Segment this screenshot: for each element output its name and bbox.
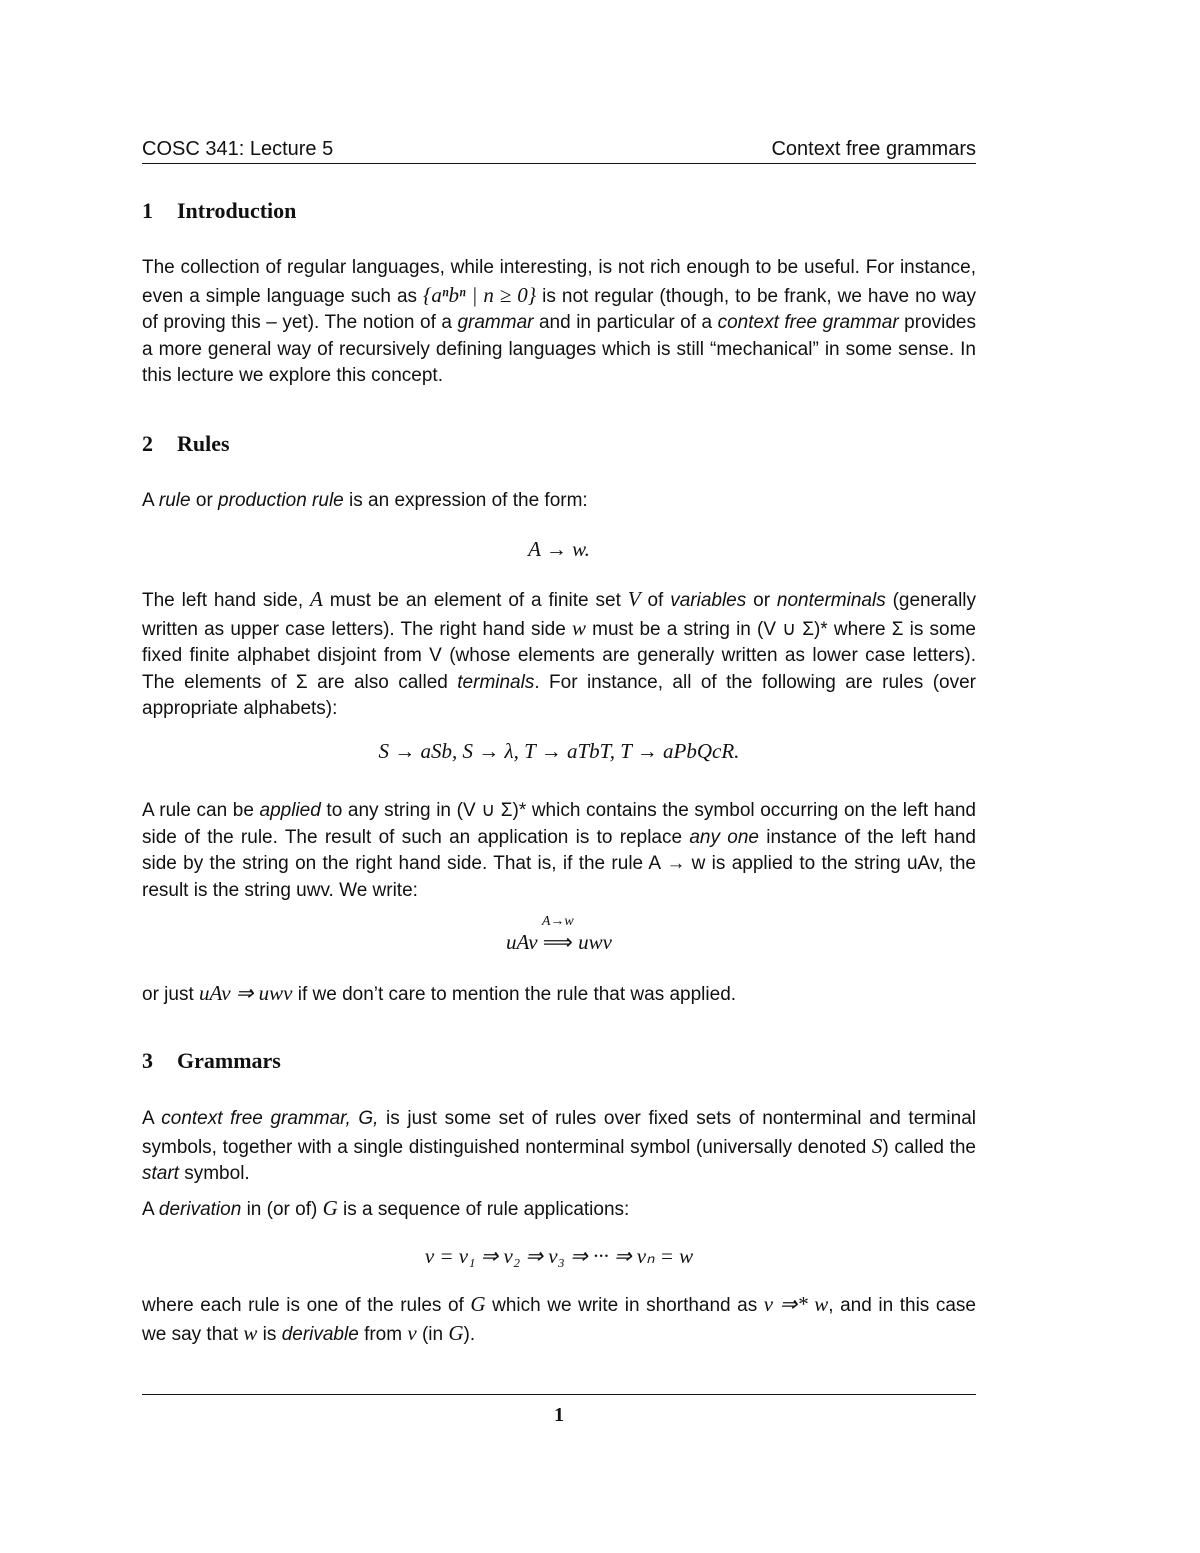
rules-paragraph-4: or just uAv ⇒ uwv if we don’t care to mention the rule that was applied. [142, 981, 737, 1005]
section-number: 1 [142, 198, 153, 223]
page-body [142, 138, 977, 1345]
grammars-paragraph-2: A derivation in (or of) G is a sequence of rule applications: [142, 1196, 630, 1220]
rules-paragraph-1: A rule or production rule is an expression of the form: [142, 490, 588, 511]
section-heading-introduction [142, 198, 296, 224]
rules-paragraph-3: A rule can be applied to any string in (V ∪ Σ)* which contains the symbol occurring on the left hand side of the rule. The result of such an application is to replace any one instance of the left hand side by the string on the right hand side. That is, if the rule A → w is applied to the string uAv, the result is the string uwv. We write: [142, 800, 976, 901]
equation-rule-application: uAv A→w ⟹ uwv [506, 914, 612, 954]
header-course: COSC 341: Lecture 5 [142, 138, 334, 160]
grammars-paragraph-3: where each rule is one of the rules of G which we write in shorthand as v ⇒* w, and in this case we say that w is derivable from v (in G). [142, 1292, 976, 1345]
rules-paragraph-2: The left hand side, A must be an element of a finite set V of variables or nonterminals (generally written as upper case letters). The right hand side w must be a string in (V ∪ Σ)* where Σ is some fixed finite alphabet disjoint from V (whose elements are generally written as lower case letters). The elements of Σ are also called terminals. For instance, all of the following are rules (over appropriate alphabets): [142, 587, 977, 719]
page-number: 1 [554, 1404, 564, 1426]
section-heading-grammars [142, 1048, 281, 1074]
section-heading-rules [142, 431, 230, 457]
grammars-paragraph-1: A context free grammar, G, is just some set of rules over fixed sets of nonterminal and terminal symbols, together with a single distinguished nonterminal symbol (universally denoted S) called the start symbol. [142, 1108, 976, 1184]
section-title: Grammars [177, 1048, 281, 1073]
long-implies-arrow: ⟹ [542, 930, 573, 954]
section-title: Rules [177, 431, 230, 456]
section-number: 2 [142, 431, 153, 456]
equation-rule-examples: S → aSb, S → λ, T → aTbT, T → aPbQcR. [378, 739, 740, 763]
section-number: 3 [142, 1048, 153, 1073]
section-title: Introduction [177, 198, 297, 223]
equation-rule-form: A → w. [528, 537, 590, 561]
equation-derivation: v = v₁ ⇒ v₂ ⇒ v₃ ⇒ ··· ⇒ vₙ = w [424, 1244, 694, 1268]
header-topic: Context free grammars [771, 138, 976, 160]
arrow-label: A→w [541, 914, 574, 929]
footer-rule [142, 1394, 976, 1395]
intro-paragraph: The collection of regular languages, while interesting, is not rich enough to be useful. For instance, even a simple language such as {aⁿbⁿ | n ≥ 0} is not regular (though, to be frank, we have no way of proving this – yet). The notion of a grammar and in particular of a context free grammar provides a more general way of recursively defining languages which is still “mechanical” in some sense. In this lecture we explore this concept. [142, 257, 976, 386]
running-header [142, 138, 976, 164]
